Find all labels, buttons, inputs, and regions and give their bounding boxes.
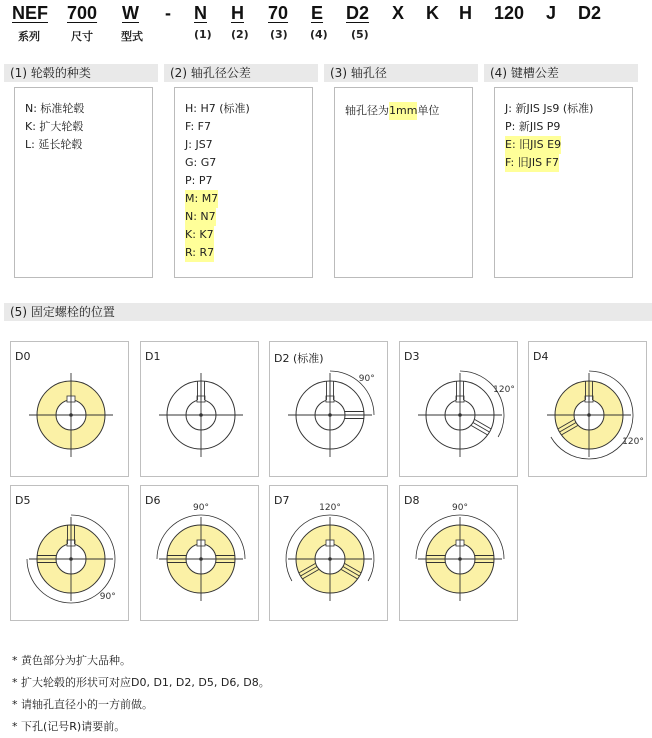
hub-diagram [529, 342, 648, 478]
option-tol-j: J: JS7 [185, 138, 213, 151]
angle-label: 90° [452, 503, 468, 513]
code-screw: D2 [346, 3, 370, 23]
label-size: 尺寸 [71, 30, 93, 43]
screw-position-d3 [399, 341, 518, 477]
option-key-p: P: 新JIS P9 [505, 120, 561, 133]
code-series: NEF [12, 3, 48, 23]
label-1: (1) [194, 28, 212, 41]
option-tol-k: K: K7 [185, 226, 302, 244]
label-2: (2) [231, 28, 249, 41]
option-hub-n: N: 标准轮毂 [25, 102, 85, 115]
center-dot [587, 413, 591, 417]
hub-diagram [270, 486, 389, 622]
section-set-screw-header: (5) 固定螺栓的位置 [4, 303, 652, 321]
screw-position-d2 [269, 341, 388, 477]
notes [12, 650, 270, 738]
section-bore-tolerance-header: (2) 轴孔径公差 [164, 64, 318, 82]
screw-position-d7 [269, 485, 388, 621]
code-bore2: 120 [494, 3, 525, 23]
center-dot [328, 413, 332, 417]
hub-diagram [11, 342, 130, 478]
screw-position-label: D2 (标准) [274, 352, 324, 365]
screw-position-label: D6 [145, 494, 161, 507]
bore-tolerance-options [174, 87, 313, 278]
screw-position-label: D0 [15, 350, 31, 363]
screw-position-label: D5 [15, 494, 31, 507]
code-x: X [392, 3, 405, 23]
code-keyway: E [311, 3, 324, 23]
angle-label: 90° [358, 374, 375, 385]
code-tol2: H [459, 3, 472, 23]
code-hub2: K [426, 3, 439, 23]
option-tol-h: H: H7 (标准) [185, 102, 250, 115]
option-tol-f: F: F7 [185, 120, 212, 133]
label-5: (5) [351, 28, 369, 41]
center-dot [458, 413, 462, 417]
note-3: * 请轴孔直径小的一方前做。 [12, 698, 153, 711]
hub-diagram [270, 342, 389, 478]
center-dot [69, 557, 73, 561]
code-size: 700 [67, 3, 98, 23]
screw-position-label: D7 [274, 494, 290, 507]
screw-position-label: D4 [533, 350, 549, 363]
bore-diameter-info [334, 87, 473, 278]
hub-diagram [141, 486, 260, 622]
hub-diagram [400, 342, 519, 478]
option-key-e: E: 旧JIS E9 [505, 136, 622, 154]
screw-position-label: D1 [145, 350, 161, 363]
option-tol-p: P: P7 [185, 174, 213, 187]
hub-diagram [400, 486, 519, 622]
option-tol-m: M: M7 [185, 190, 302, 208]
section-hub-type-header: (1) 轮毂的种类 [4, 64, 158, 82]
center-dot [199, 413, 203, 417]
option-key-f: F: 旧JIS F7 [505, 154, 622, 172]
section-bore-diameter-header: (3) 轴孔径 [324, 64, 478, 82]
center-dot [458, 557, 462, 561]
code-dash: - [165, 3, 171, 23]
code-type: W [122, 3, 139, 23]
option-tol-g: G: G7 [185, 156, 217, 169]
angle-label: 90° [99, 591, 116, 602]
angle-label: 120° [319, 503, 341, 513]
code-tol: H [231, 3, 244, 23]
screw-position-d1 [140, 341, 259, 477]
option-tol-r: R: R7 [185, 244, 302, 262]
center-dot [328, 557, 332, 561]
screw-position-label: D3 [404, 350, 420, 363]
code-keyway2: J [546, 3, 557, 23]
center-dot [69, 413, 73, 417]
keyway-tolerance-options [494, 87, 633, 278]
code-hub: N [194, 3, 207, 23]
option-hub-k: K: 扩大轮毂 [25, 120, 84, 133]
screw-position-d6 [140, 485, 259, 621]
center-dot [199, 557, 203, 561]
angle-label: 120° [493, 385, 515, 395]
note-4: * 下孔(记号R)请要前。 [12, 720, 126, 733]
hub-type-options [14, 87, 153, 278]
screw-position-d8 [399, 485, 518, 621]
label-4: (4) [310, 28, 328, 41]
bore-diameter-text: 轴孔径为1mm单位 [345, 102, 462, 120]
label-type: 型式 [121, 30, 143, 43]
angle-label: 90° [193, 503, 209, 513]
screw-position-d4 [528, 341, 647, 477]
code-bore: 70 [268, 3, 289, 23]
screw-position-label: D8 [404, 494, 420, 507]
option-tol-n: N: N7 [185, 208, 302, 226]
hub-diagram [11, 486, 130, 622]
label-series: 系列 [18, 30, 40, 43]
note-1: * 黄色部分为扩大品种。 [12, 654, 131, 667]
screw-position-d5 [10, 485, 129, 621]
hub-diagram [141, 342, 260, 478]
label-3: (3) [270, 28, 288, 41]
angle-label: 120° [622, 437, 644, 447]
option-key-j: J: 新JIS Js9 (标准) [505, 102, 594, 115]
code-screw2: D2 [578, 3, 602, 23]
note-2: * 扩大轮毂的形状可对应D0, D1, D2, D5, D6, D8。 [12, 676, 270, 689]
option-hub-l: L: 延长轮毂 [25, 138, 83, 151]
screw-position-d0 [10, 341, 129, 477]
section-keyway-header: (4) 键槽公差 [484, 64, 638, 82]
